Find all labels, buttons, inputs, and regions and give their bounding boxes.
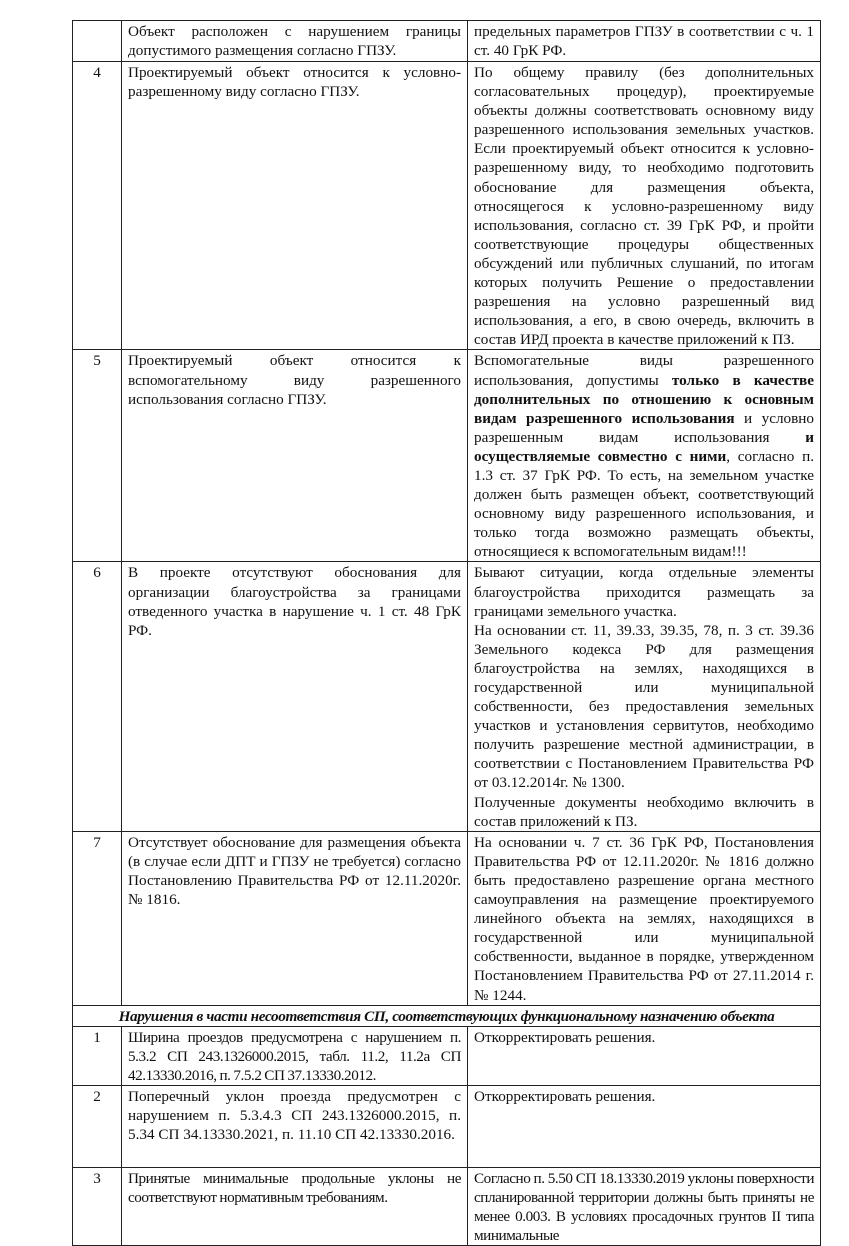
row-number xyxy=(73,21,122,62)
row-number: 2 xyxy=(73,1085,122,1167)
violation-cell: Отсутствует обоснование для размещения объекта (в случае если ДПТ и ГПЗУ не требуется) согласно Постановлению Правительства РФ от 12.11.2020г. № 1816. xyxy=(122,831,468,1005)
recommendation-text: Вспомогательные виды разрешенного использования, допустимы xyxy=(474,352,814,389)
recommendation-text: и условно разрешенным видам использования xyxy=(474,409,815,446)
recommendation-cell: предельных параметров ГПЗУ в соответствии с ч. 1 ст. 40 ГрК РФ. xyxy=(468,21,821,62)
table-row xyxy=(73,350,821,562)
row-number: 7 xyxy=(73,831,122,1005)
row-number: 6 xyxy=(73,562,122,831)
recommendation-emphasis: только в качестве дополнительных по отношению к основным видам разрешенного использования xyxy=(474,371,814,427)
recommendation-cell: По общему правилу (без дополнительных согласовательных процедур), проектируемые объекты должны соответствовать основному виду разрешенного использования земельных участков. Если проектируемый объект относится к условно-разрешенному виду, то необходимо подготовить обоснование для размещения объекта, относящегося к условно-разрешенному виду использования, согласно ст. 39 ГрК РФ, и пройти соответствующие процедуры общественных обсуждений или публичных слушаний, по итогам которых получить Решение о предоставлении разрешения на условно разрешенный вид использования, а его, в свою очередь, включить в состав ИРД проекта в качестве приложений к ПЗ. xyxy=(468,62,821,350)
recommendation-paragraph: Полученные документы необходимо включить в состав приложений к ПЗ. xyxy=(474,793,814,830)
violation-cell: Принятые минимальные продольные уклоны не соответствуют нормативным требованиям. xyxy=(122,1167,468,1245)
section-header-row xyxy=(73,1005,821,1026)
document-page xyxy=(72,20,820,1246)
recommendation-cell: Согласно п. 5.50 СП 18.13330.2019 уклоны поверхности спланированной территории должны быть приняты не менее 0.003. В условиях просадочных грунтов II типа минимальные xyxy=(468,1167,821,1245)
violation-cell: Проектируемый объект относится к вспомогательному виду разрешенного использования согласно ГПЗУ. xyxy=(122,350,468,562)
violation-cell: Проектируемый объект относится к условно-разрешенному виду согласно ГПЗУ. xyxy=(122,62,468,350)
violations-table xyxy=(72,20,821,1246)
recommendation-paragraph: Бывают ситуации, когда отдельные элементы благоустройства приходится размещать за границами земельного участка. xyxy=(474,564,814,620)
recommendation-paragraph: На основании ст. 11, 39.33, 39.35, 78, п. 3 ст. 39.36 Земельного кодекса РФ для размещения благоустройства на землях, находящихся в государственной или муниципальной собственности, без предоставления земельных участков и установления сервитутов, необходимо получить разрешение местной администрации, в соответствии с Постановлением Правительства РФ от 03.12.2014г. № 1300. xyxy=(474,621,814,792)
recommendation-cell: Откорректировать решения. xyxy=(468,1026,821,1085)
recommendation-cell xyxy=(468,350,821,562)
violation-cell: Ширина проездов предусмотрена с нарушением п. 5.3.2 СП 243.1326000.2015, табл. 11.2, 11.2а СП 42.13330.2016, п. 7.5.2 СП 37.13330.2012. xyxy=(122,1026,468,1085)
table-row xyxy=(73,21,821,62)
table-row xyxy=(73,1026,821,1085)
recommendation-text: , согласно п. 1.3 ст. 37 ГрК РФ. То есть, на земельном участке должен быть размещен объект, соответствующий основному виду разрешенного использования, и только тогда возможно размещать объекты, относящиеся к вспомогательным видам!!! xyxy=(474,447,815,561)
row-number: 1 xyxy=(73,1026,122,1085)
row-number: 3 xyxy=(73,1167,122,1245)
violation-cell: В проекте отсутствуют обоснования для организации благоустройства за границами отведенного участка в нарушение ч. 1 ст. 48 ГрК РФ. xyxy=(122,562,468,831)
violation-cell: Поперечный уклон проезда предусмотрен с нарушением п. 5.3.4.3 СП 243.1326000.2015, п. 5.34 СП 34.13330.2021, п. 11.10 СП 42.13330.2016. xyxy=(122,1085,468,1167)
section-title: Нарушения в части несоответствия СП, соответствующих функциональному назначению объекта xyxy=(73,1005,821,1026)
table-row xyxy=(73,831,821,1005)
table-row xyxy=(73,1167,821,1245)
row-number: 4 xyxy=(73,62,122,350)
recommendation-emphasis: и осуществляемые совместно с ними xyxy=(474,428,814,465)
recommendation-cell: На основании ч. 7 ст. 36 ГрК РФ, Постановления Правительства РФ от 12.11.2020г. № 1816 должно быть предоставлено разрешение органа местного самоуправления на размещение проектируемого линейного объекта на землях, находящихся в государственной или муниципальной собственности, выданное в порядке, утвержденном Постановлением Правительства РФ от 27.11.2014 г. № 1244. xyxy=(468,831,821,1005)
recommendation-cell xyxy=(468,562,821,831)
table-row xyxy=(73,62,821,350)
table-row xyxy=(73,1085,821,1167)
row-number: 5 xyxy=(73,350,122,562)
table-row xyxy=(73,562,821,831)
violation-cell: Объект расположен с нарушением границы допустимого размещения согласно ГПЗУ. xyxy=(122,21,468,62)
recommendation-cell: Откорректировать решения. xyxy=(468,1085,821,1167)
